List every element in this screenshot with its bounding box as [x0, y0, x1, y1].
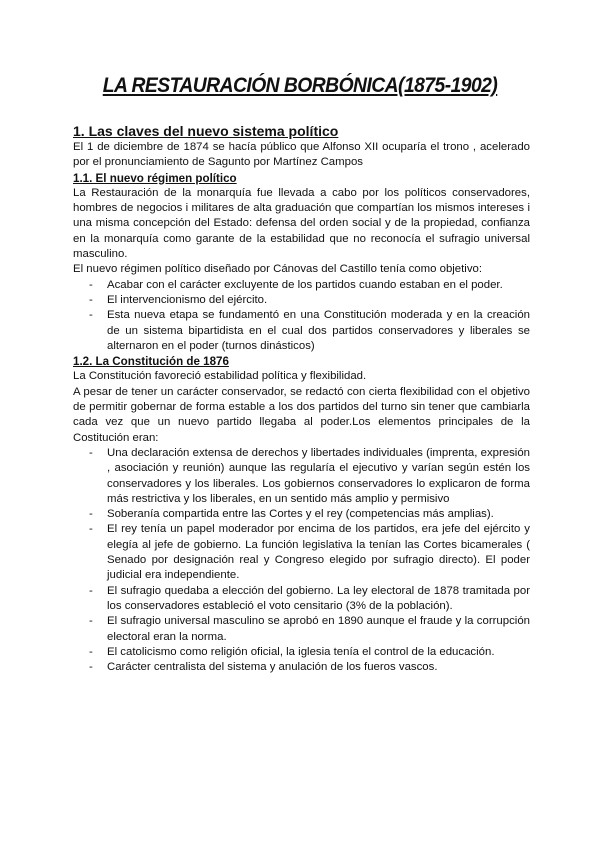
list-item: - El rey tenía un papel moderador por encima de los partidos, era jefe del ejército y elegía al jefe de gobierno. La función legislativa la tenían las Cortes bicamerales ( Senado por designación real y Congreso elegido por sufragio directo). El poder judicial era independiente.	[107, 522, 530, 583]
section-1-1-list	[73, 278, 530, 354]
list-item: - Soberanía compartida entre las Cortes y el rey (competencias más amplias).	[107, 507, 530, 522]
section-1-intro: El 1 de diciembre de 1874 se hacía público que Alfonso XII ocuparía el trono , acelerado por el pronunciamiento de Sagunto por Martínez Campos	[73, 141, 530, 169]
page-title: LA RESTAURACIÓN BORBÓNICA(1875-1902)	[102, 74, 498, 97]
document-body	[73, 122, 530, 675]
list-item: - El catolicismo como religión oficial, la iglesia tenía el control de la educación.	[107, 645, 530, 660]
section-1-2-paragraph-1: La Constitución favoreció estabilidad política y flexibilidad.	[73, 370, 367, 383]
section-1-1-paragraph-1: La Restauración de la monarquía fue llevada a cabo por los políticos conservadores, hombres de negocios i militares de alta graduación que compartían los mismos intereses i una misma concepción del Estado: defensa del orden social y de la propiedad, confianza en la monarquía como garante de la estabilidad que no reconocía el sufragio universal masculino.	[73, 186, 530, 261]
list-item: - Acabar con el carácter excluyente de los partidos cuando estaban en el poder.	[107, 278, 530, 293]
section-1-1-paragraph-2: El nuevo régimen político diseñado por Cánovas del Castillo tenía como objetivo:	[73, 263, 483, 276]
list-item: - Esta nueva etapa se fundamentó en una Constitución moderada y en la creación de un sistema bipartidista en el cual dos partidos conservadores y liberales se alternaron en el poder (turnos dinásticos)	[107, 308, 530, 354]
list-item: - El intervencionismo del ejército.	[107, 293, 530, 308]
list-item: - Una declaración extensa de derechos y libertades individuales (imprenta, expresión , asociación y reunión) aunque las regularía el ejecutivo y varían según estén los conservadores y los liberales. Los gobiernos conservadores lo explicaron de forma más restrictiva y los liberales, en un sentido más amplio y permisivo	[107, 446, 530, 507]
section-1-1-heading: 1.1. El nuevo régimen político	[73, 171, 237, 185]
section-1-2-list	[73, 446, 530, 675]
section-1-2-paragraph-2: A pesar de tener un carácter conservador, se redactó con cierta flexibilidad con el objetivo de permitir gobernar de forma estable a los dos partidos del turno sin tener que cambiarla cada vez que un nuevo partido llegaba al poder.Los elementos principales de la Costitución eran:	[73, 385, 530, 444]
list-item: - El sufragio universal masculino se aprobó en 1890 aunque el fraude y la corrupción electoral eran la norma.	[107, 614, 530, 645]
list-item: - El sufragio quedaba a elección del gobierno. La ley electoral de 1878 tramitada por los conservadores estableció el voto censitario (3% de la población).	[107, 584, 530, 615]
section-1-2-heading: 1.2. La Constitución de 1876	[73, 355, 229, 369]
section-1-heading: 1. Las claves del nuevo sistema político	[73, 123, 339, 139]
list-item: - Carácter centralista del sistema y anulación de los fueros vascos.	[107, 660, 530, 675]
